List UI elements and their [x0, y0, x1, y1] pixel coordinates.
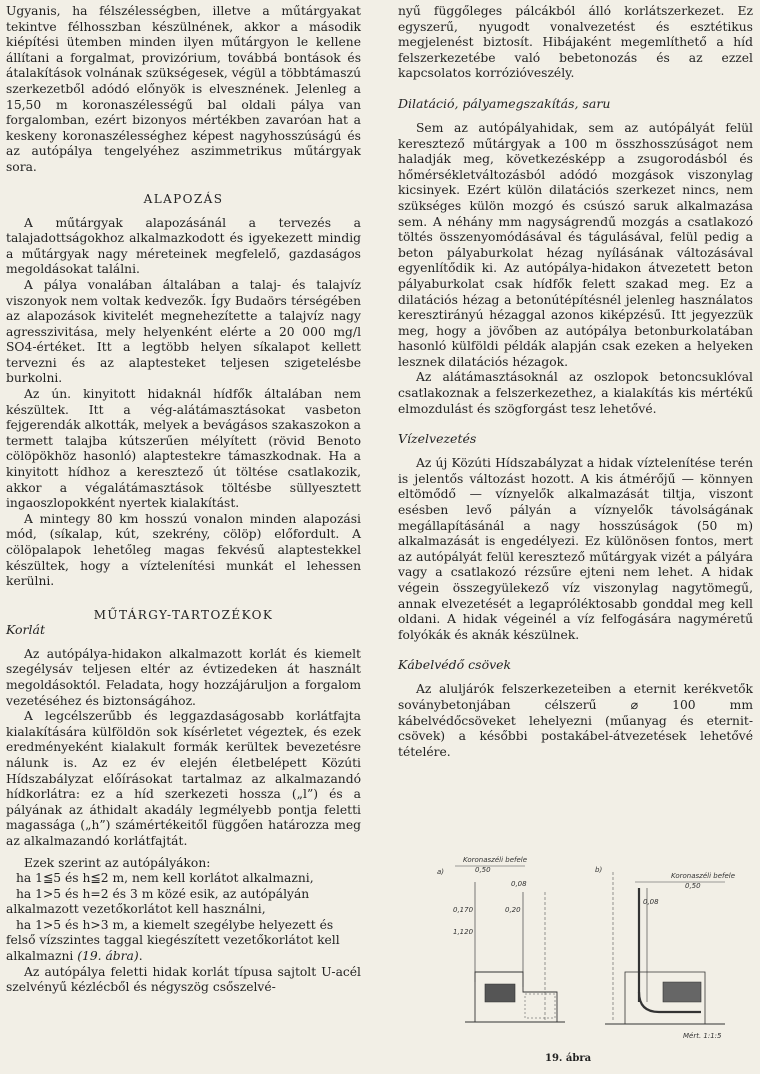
paragraph: A legcélszerűbb és leggazdaságosabb korlátfajta kialakítására külföldön sok kísérletet végeztek, és ezek eredményeként kialakult formák kerültek bevezetésre nálunk is. Az ez év elején életbelépett Közúti Hídszabályzat előírásokat tartalmaz az alkalmazandó hídkorlátra: ez a híd szerkezeti hossza („l”) és a pályának az áthidalt akadály legmélyebb pontja feletti magassága („h”) számértékeitől függően határozza meg az alkalmazandó korlátfajtát. [6, 709, 361, 848]
figure-text: 0,08 [511, 880, 527, 888]
paragraph: A pálya vonalában általában a talaj- és talajvíz viszonyok nem voltak kedvezők. Így Budaörs térségében az alapozások kivitelét megnehezítette a talajvíz nagy agresszivitása, mely helyenként elérte a 20 000 mg/l SO4-értéket. Itt a legtöbb helyen síkalapot kellett tervezni és az alaptesteket teljesen szigetelésbe burkolni. [6, 277, 361, 386]
paragraph: Az autópálya feletti hidak korlát típusa sajtolt U-acél szelvényű kézlécből és négyszög csőszelvé- [6, 964, 361, 995]
figure-caption: 19. ábra [545, 1053, 592, 1064]
subheading-dilatacio: Dilatáció, pályamegszakítás, saru [398, 95, 611, 111]
figure-reference: (19. ábra) [77, 949, 139, 964]
figure-text: 0,50 [685, 882, 701, 890]
section-heading-tartozekok: MŰTÁRGY-TARTOZÉKOK [93, 607, 274, 622]
paragraph: nyű függőleges pálcákból álló korlátszerkezet. Ez egyszerű, nyugodt vonalvezetést és esztétikus megjelenést biztosít. Hibájaként megemlíthető a híd felszerkezetébe való bebetonozás és az ezzel kapcsolatos korrózióveszély. [398, 4, 753, 81]
paragraph: Az új Közúti Hídszabályzat a hidak víztelenítése terén is jelentős változást hozott. A kis átmérőjű — könnyen eltömődő — víznyelők alkalmazását tiltja, viszont esésben levő pályán a víznyelők távolságának megállapításánál a nagy hosszúságok (50 m) alkalmazását is engedélyezi. Ez különösen fontos, mert az autópályát felül keresztező műtárgyak vizét a pályára vagy a csatlakozó rézsűre ejteni nem lehet. A hidak végein összegyülekező víz viszonylag nagytömegű, annak elvezetését a legapróléktosabb gonddal meg kell oldani. A hidak végeinél a víz felfogására nagyméretű folyókák és aknák készülnek. [398, 456, 753, 642]
figure-label-b: b) [595, 866, 603, 874]
section-heading-alapozas: ALAPOZÁS [143, 191, 224, 206]
left-column [6, 4, 361, 996]
paragraph: A műtárgyak alapozásánál a tervezés a talajadottságokhoz alkalmazkodott és igyekezett mindig a műtárgyak nagy méreteinek megfelelő, gazdaságos megoldásokat találni. [6, 215, 361, 277]
subheading-vizelvezetes: Vízelvezetés [398, 431, 477, 447]
figure-19 [405, 852, 755, 1070]
right-column [398, 4, 753, 760]
rule-item [6, 918, 361, 965]
figure-text: 0,50 [475, 866, 491, 874]
subheading-kabelvedo: Kábelvédő csövek [398, 657, 512, 673]
figure-text: Koronaszéli befele [463, 856, 528, 864]
figure-label-a: a) [437, 868, 445, 876]
rule-text: ha 1>5 és h>3 m, a kiemelt szegélybe helyezett és felső vízszintes taggal kiegészített vezetőkorlátot kell alkalmazni [6, 917, 340, 964]
figure-text: Mért. 1:1:5 [683, 1032, 722, 1040]
subheading-korlat: Korlát [6, 621, 45, 637]
paragraph: Sem az autópályahidak, sem az autópályát felül keresztező műtárgyak a 100 m összhosszúságot nem haladják meg, következésképp a zsugorodásból és hőmérsékletváltozásból adódó mozgások viszonylag kicsinyek. Ezért külön dilatációs szerkezet nincs, nem szükséges külön mozgó és csúszó saruk alkalmazása sem. A néhány mm nagyságrendű mozgás a csatlakozó töltés összenyomódásával és tágulásával, felül pedig a beton pályaburkolat hézag nyílásának változásával egyenlítődik ki. Az autópálya-hidakon átvezetett beton pályaburkolat csak hídfők felett szakad meg. Ez a dilatációs hézag a betonútépítésnél jelenleg használatos keresztirányú hézaggal azonos kiképzésű. Itt jegyezzük meg, hogy a jövőben az autópálya betonburkolatában hasonló külföldi példák alapján csak ezeken a helyeken lesznek dilatációs hézagok. [398, 120, 753, 369]
rule-item: ha 1>5 és h=2 és 3 m közé esik, az autópályán alkalmazott vezetőkorlátot kell használni, [6, 886, 310, 917]
paragraph: Az ún. kinyitott hidaknál hídfők általában nem készültek. Itt a vég-alátámasztásokat vasbeton fejgerendák alkották, melyek a bevágásos szakaszokon a termett talajba kútszerűen mélyített (rövid Benoto cölöpökhöz hasonló) alaptestekre támaszkodnak. Ha a kinyitott hídhoz a keresztező út töltése csatlakozik, akkor a végalátámasztások töltésbe süllyesztett ingaoszlopokként nyertek kialakítást. [6, 387, 361, 511]
figure-text: 1,120 [453, 928, 474, 936]
paragraph: Az autópálya-hidakon alkalmazott korlát és kiemelt szegélysáv teljesen eltér az évtizedeken át használt megoldásoktól. Feladata, hogy hozzájáruljon a forgalom vezetéséhez és biztonságához. [6, 646, 361, 708]
figure-text: 0,20 [505, 906, 521, 914]
paragraph: Ezek szerint az autópályákon: [24, 855, 211, 870]
figure-text: 0,08 [643, 898, 659, 906]
paragraph: Az aluljárók felszerkezeteiben a eternit kerékvetők soványbetonjában célszerű ⌀ 100 mm kábelvédőcsöveket lehelyezni (műanyag és eternit-csövek) a későbbi postakábel-átvezetések lehetővé tételére. [398, 682, 753, 759]
railing-cross-section-drawing [405, 852, 755, 1052]
rule-item: ha 1≦5 és h≦2 m, nem kell korlátot alkalmazni, [16, 871, 314, 886]
rule-end: . [138, 949, 143, 964]
paragraph: Az alátámasztásoknál az oszlopok betoncsuklóval csatlakoznak a felszerkezethez, a kialakítás kis mértékű elmozdulást és szögforgást tesz lehetővé. [398, 370, 753, 416]
figure-text: 0,170 [453, 906, 474, 914]
paragraph: Ugyanis, ha félszélességben, illetve a műtárgyakat tekintve félhosszban készülnének, akkor a második kiépítési ütemben minden ilyen műtárgyon le kellene állítani a forgalmat, provizórium, továbbá bontások és átalakítások volnának szükségesek, végül a többtámaszú szerkezetből adódó előnyök is elvesznének. Jelenleg a 15,50 m koronaszélességű bal oldali pálya van forgalomban, ezért bizonyos mértékben zavaróan hat a keskeny koronaszélességhez képest nagyhosszúságú és az autópálya tengelyéhez aszimmetrikus műtárgyak sora. [6, 4, 361, 174]
paragraph: A mintegy 80 km hosszú vonalon minden alapozási mód, (síkalap, kút, szekrény, cölöp) előfordult. A cölöpalapok lehetőleg magas fekvésű alaptestekkel készültek, hogy a víztelenítési munkát el lehessen kerülni. [6, 511, 361, 589]
figure-text: Koronaszéli befele [671, 872, 736, 880]
